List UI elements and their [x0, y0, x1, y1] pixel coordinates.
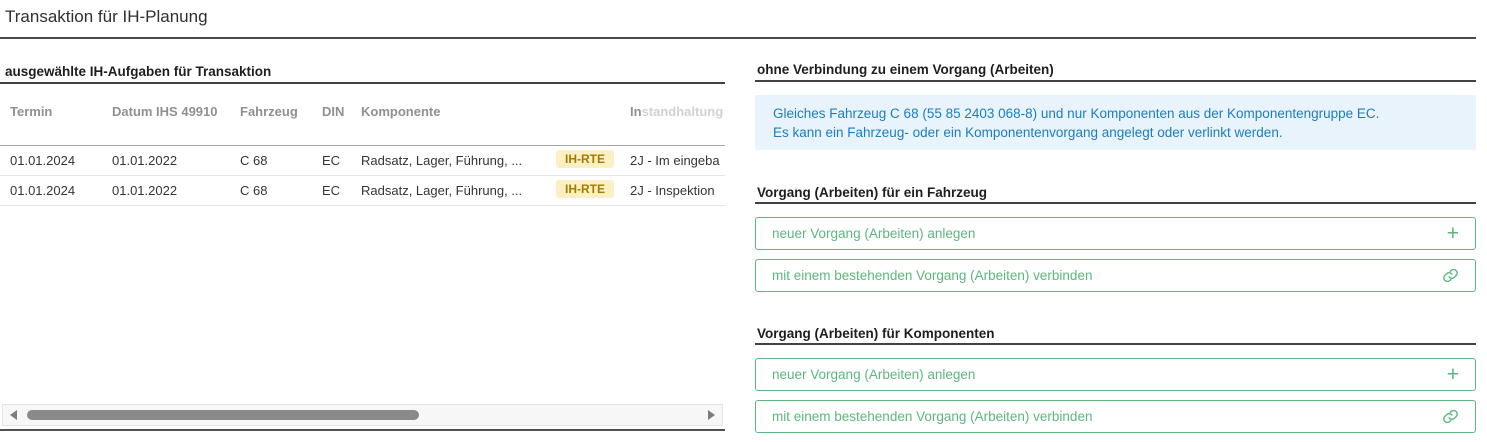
- plus-icon: +: [1446, 222, 1459, 245]
- component-link-order-label: mit einem bestehenden Vorgang (Arbeiten) verbinden: [772, 409, 1093, 424]
- scrollbar-thumb[interactable]: [27, 410, 419, 420]
- cell-termin: 01.01.2024: [10, 153, 76, 168]
- cell-fahrzeug: C 68: [240, 153, 268, 168]
- info-message-box: [755, 95, 1476, 150]
- component-section-divider: [755, 343, 1476, 345]
- cell-datum-ihs: 01.01.2022: [112, 153, 178, 168]
- vehicle-link-order-label: mit einem bestehenden Vorgang (Arbeiten) verbinden: [772, 268, 1093, 283]
- cell-datum-ihs: 01.01.2022: [112, 183, 178, 198]
- no-link-divider: [755, 80, 1476, 82]
- vehicle-link-order-button[interactable]: [755, 259, 1476, 292]
- component-create-order-label: neuer Vorgang (Arbeiten) anlegen: [772, 367, 976, 382]
- cell-fahrzeug: C 68: [240, 183, 268, 198]
- cell-badge: [556, 180, 614, 198]
- cell-termin: 01.01.2024: [10, 183, 76, 198]
- tasks-table: [0, 84, 725, 209]
- col-header-din: DIN: [322, 104, 345, 119]
- cell-instandhaltung: 2J - Im eingeba: [630, 153, 720, 168]
- cell-komponente: Radsatz, Lager, Führung, ...: [361, 183, 523, 198]
- horizontal-scrollbar[interactable]: [2, 404, 723, 426]
- page-title: Transaktion für IH-Planung: [5, 7, 208, 26]
- selected-tasks-section-title: ausgewählte IH-Aufgaben für Transaktion: [5, 64, 272, 79]
- table-row[interactable]: [0, 146, 725, 176]
- col-header-instandhaltung-visible: In: [630, 104, 642, 119]
- col-header-termin: Termin: [10, 104, 53, 119]
- cell-badge: [556, 150, 614, 168]
- ih-rte-badge: IH-RTE: [556, 180, 614, 198]
- cell-instandhaltung: 2J - Inspektion: [630, 183, 715, 198]
- panel-bottom-border: [0, 429, 725, 431]
- component-section-title: Vorgang (Arbeiten) für Komponenten: [757, 326, 995, 341]
- title-divider: [0, 37, 1476, 39]
- vehicle-section-title: Vorgang (Arbeiten) für ein Fahrzeug: [757, 185, 988, 200]
- col-header-instandhaltung: [630, 104, 725, 119]
- selected-tasks-panel: [0, 60, 725, 432]
- col-header-fahrzeug: Fahrzeug: [240, 104, 298, 119]
- link-icon: [1442, 408, 1459, 425]
- link-icon: [1442, 267, 1459, 284]
- no-link-section-title: ohne Verbindung zu einem Vorgang (Arbeiten): [757, 62, 1054, 77]
- scroll-right-arrow-icon[interactable]: [708, 410, 715, 420]
- cell-din: EC: [322, 183, 341, 198]
- col-header-datum-ihs: Datum IHS 49910: [112, 104, 218, 119]
- plus-icon: +: [1446, 363, 1459, 386]
- vehicle-create-order-button[interactable]: [755, 217, 1476, 250]
- col-header-komponente: Komponente: [361, 104, 441, 119]
- info-line-2: Es kann ein Fahrzeug- oder ein Komponentenvorgang angelegt oder verlinkt werden.: [773, 125, 1283, 140]
- component-link-order-button[interactable]: [755, 400, 1476, 433]
- vehicle-create-order-label: neuer Vorgang (Arbeiten) anlegen: [772, 226, 976, 241]
- info-line-1: Gleiches Fahrzeug C 68 (55 85 2403 068-8) und nur Komponenten aus der Komponentengruppe EC.: [773, 106, 1380, 121]
- component-create-order-button[interactable]: [755, 358, 1476, 391]
- cell-din: EC: [322, 153, 341, 168]
- scroll-left-arrow-icon[interactable]: [10, 410, 17, 420]
- actions-panel: [755, 60, 1476, 442]
- vehicle-section-divider: [755, 202, 1476, 204]
- table-row[interactable]: [0, 176, 725, 206]
- ih-rte-badge: IH-RTE: [556, 150, 614, 168]
- col-header-instandhaltung-clipped: standhaltung: [641, 104, 724, 119]
- cell-komponente: Radsatz, Lager, Führung, ...: [361, 153, 523, 168]
